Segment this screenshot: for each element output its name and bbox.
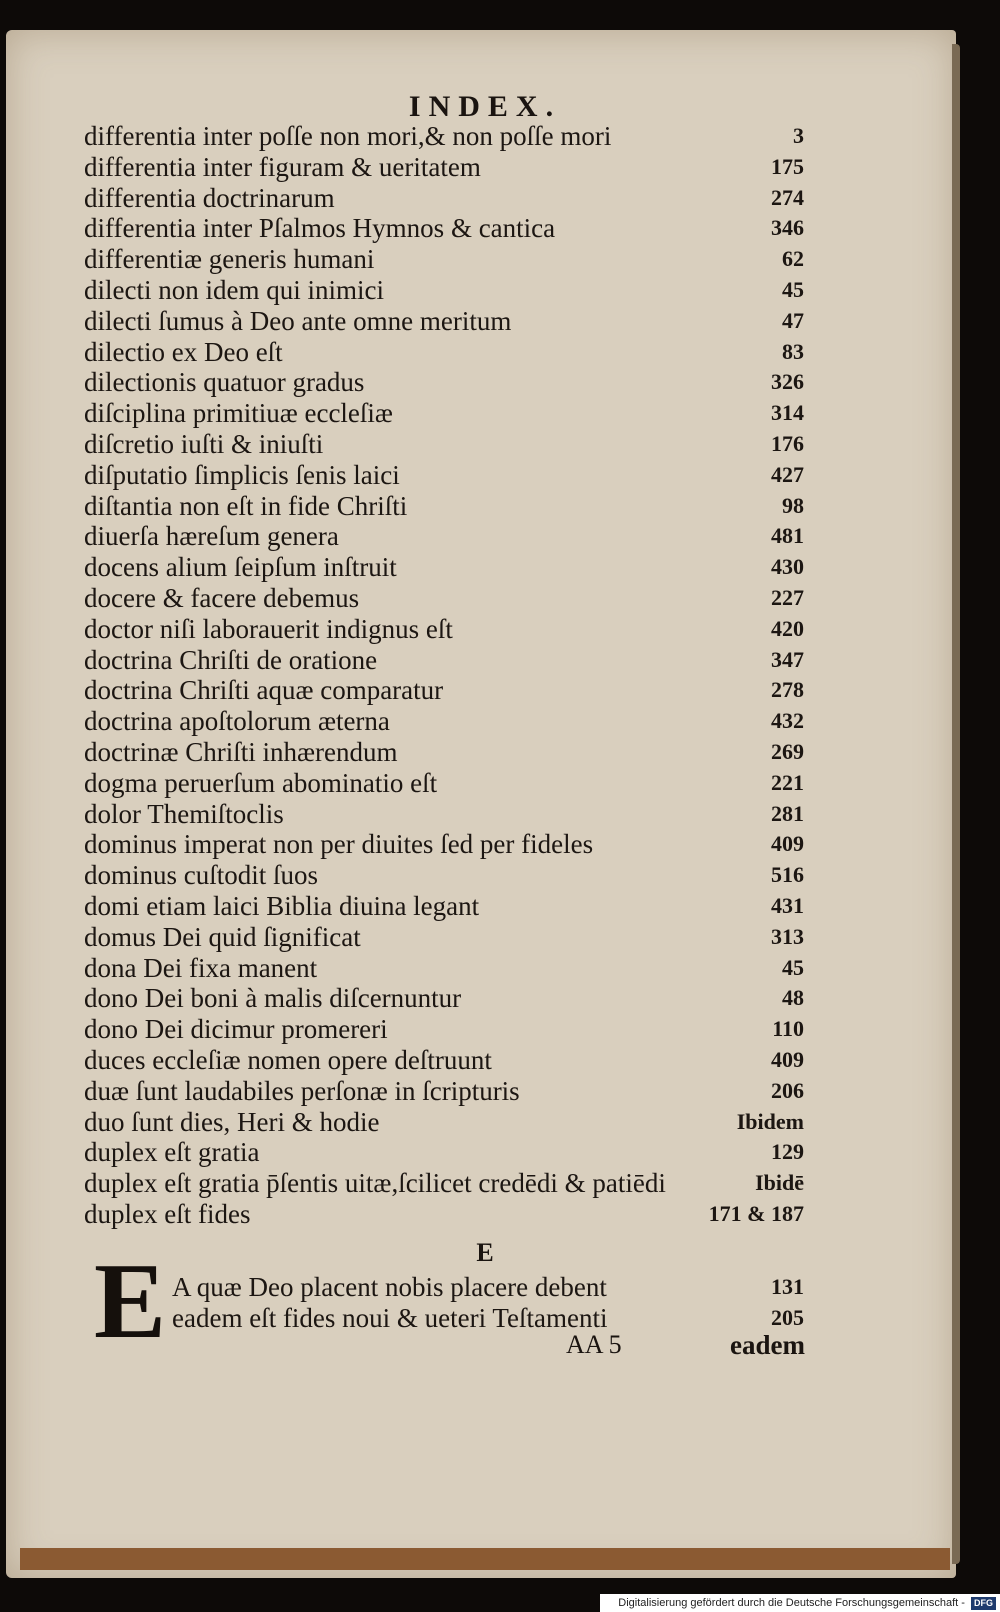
entry-text: differentia inter Pſalmos Hymnos & cantica — [84, 213, 556, 244]
entry-text: duplex eſt gratia — [84, 1137, 260, 1168]
entry-page-number: 281 — [771, 800, 804, 826]
e-entry-list — [172, 1272, 804, 1334]
index-entry — [84, 152, 804, 183]
index-entry-list — [84, 121, 804, 1230]
entry-text: doctrina apoſtolorum æterna — [84, 706, 390, 737]
entry-page-number: 313 — [771, 923, 804, 949]
entry-page-number: 221 — [771, 769, 804, 795]
entry-text: duplex eſt fides — [84, 1198, 251, 1229]
entry-text: dilectio ex Deo eſt — [84, 336, 283, 367]
entry-page-number: 62 — [782, 246, 804, 272]
index-entry — [84, 645, 804, 676]
entry-page-number: 409 — [771, 1046, 804, 1072]
entry-page-number: 431 — [771, 892, 804, 918]
index-entry — [84, 829, 804, 860]
dfg-logo: DFG — [971, 1597, 996, 1610]
entry-text: dolor Themiſtoclis — [84, 798, 284, 829]
catchword: eadem — [730, 1330, 805, 1360]
index-entry — [84, 675, 804, 706]
entry-page-number: 278 — [771, 677, 804, 703]
entry-text: dominus imperat non per diuites ſed per fideles — [84, 829, 594, 860]
entry-text: dilecti ſumus à Deo ante omne meritum — [84, 305, 512, 336]
index-entry — [172, 1303, 804, 1334]
signature-mark: AA 5 — [566, 1330, 622, 1359]
index-entry — [84, 1168, 804, 1199]
entry-text: diuerſa hæreſum genera — [84, 521, 339, 552]
index-entry — [84, 521, 804, 552]
entry-text: duo ſunt dies, Heri & hodie — [84, 1106, 380, 1137]
entry-text: dogma peruerſum abominatio eſt — [84, 767, 438, 798]
digitization-credit — [600, 1594, 1000, 1612]
entry-text: differentia doctrinarum — [84, 182, 335, 213]
entry-text: diſputatio ſimplicis ſenis laici — [84, 459, 400, 490]
index-entry — [84, 583, 804, 614]
page-edge — [952, 44, 960, 1564]
page-header: INDEX. — [408, 90, 562, 123]
entry-text: doctrinæ Chriſti inhærendum — [84, 736, 398, 767]
index-entry — [84, 1137, 804, 1168]
dropcap-initial: E — [94, 1242, 167, 1361]
entry-page-number: 481 — [771, 523, 804, 549]
index-entry — [84, 275, 804, 306]
credit-text: Digitalisierung gefördert durch die Deutsche Forschungsgemeinschaft - — [618, 1597, 965, 1609]
entry-text: diſcretio iuſti & iniuſti — [84, 428, 324, 459]
entry-text: domi etiam laici Biblia diuina legant — [84, 890, 480, 921]
entry-page-number: 45 — [782, 954, 804, 980]
index-entry — [84, 460, 804, 491]
index-entry — [172, 1272, 804, 1303]
entry-page-number: 48 — [782, 985, 804, 1011]
entry-page-number: 205 — [771, 1304, 804, 1330]
entry-text: eadem eſt fides noui & ueteri Teſtamenti — [172, 1302, 608, 1333]
index-entry — [84, 614, 804, 645]
entry-text: diſciplina primitiuæ eccleſiæ — [84, 398, 393, 429]
index-entry — [84, 860, 804, 891]
index-entry — [84, 398, 804, 429]
entry-page-number: 227 — [771, 584, 804, 610]
entry-text: A quæ Deo placent nobis placere debent — [172, 1272, 607, 1302]
index-entry — [84, 121, 804, 152]
entry-page-number: 326 — [771, 369, 804, 395]
entry-page-number: 347 — [771, 646, 804, 672]
entry-page-number: 176 — [771, 430, 804, 456]
entry-text: dilectionis quatuor gradus — [84, 367, 365, 398]
entry-page-number: Ibidem — [736, 1108, 804, 1134]
entry-text: doctrina Chriſti aquæ comparatur — [84, 675, 444, 706]
entry-page-number: 83 — [782, 338, 804, 364]
index-entry — [84, 737, 804, 768]
entry-page-number: 432 — [771, 708, 804, 734]
entry-text: diſtantia non eſt in fide Chriſti — [84, 490, 408, 521]
entry-page-number: 98 — [782, 492, 804, 518]
index-entry — [84, 768, 804, 799]
entry-page-number: 206 — [771, 1077, 804, 1103]
index-entry — [84, 306, 804, 337]
index-entry — [84, 552, 804, 583]
entry-text: differentiæ generis humani — [84, 244, 375, 275]
entry-text: dono Dei dicimur promereri — [84, 1014, 388, 1045]
entry-page-number: 420 — [771, 615, 804, 641]
entry-page-number: 314 — [771, 400, 804, 426]
entry-text: docens alium ſeipſum inſtruit — [84, 552, 397, 583]
entry-page-number: 409 — [771, 831, 804, 857]
entry-text: dilecti non idem qui inimici — [84, 274, 384, 305]
entry-page-number: 131 — [771, 1274, 804, 1299]
entry-text: domus Dei quid ſignificat — [84, 921, 361, 952]
entry-text: duplex eſt gratia p̄ſentis uitæ,ſcilicet credēdi & patiēdi — [84, 1168, 666, 1199]
entry-page-number: 346 — [771, 215, 804, 241]
entry-page-number: 110 — [772, 1016, 804, 1042]
entry-page-number: 3 — [793, 123, 804, 148]
index-entry — [84, 1014, 804, 1045]
entry-page-number: 269 — [771, 738, 804, 764]
entry-page-number: 47 — [782, 307, 804, 333]
index-entry — [84, 891, 804, 922]
entry-text: dona Dei fixa manent — [84, 952, 318, 983]
entry-text: duces eccleſiæ nomen opere deſtruunt — [84, 1044, 492, 1075]
entry-page-number: 129 — [771, 1139, 804, 1165]
entry-page-number: 516 — [771, 862, 804, 888]
entry-text: docere & facere debemus — [84, 582, 360, 613]
entry-page-number: 274 — [771, 184, 804, 210]
index-entry — [84, 213, 804, 244]
index-entry — [84, 983, 804, 1014]
entry-text: differentia inter poſſe non mori,& non poſſe mori — [84, 121, 612, 151]
entry-text: differentia inter figuram & ueritatem — [84, 151, 481, 182]
entry-text: doctor niſi laborauerit indignus eſt — [84, 613, 453, 644]
index-entry — [84, 922, 804, 953]
entry-text: doctrina Chriſti de oratione — [84, 644, 378, 675]
letter-heading: E — [476, 1238, 494, 1267]
entry-page-number: Ibidē — [755, 1170, 804, 1196]
index-entry — [84, 1076, 804, 1107]
index-entry — [84, 429, 804, 460]
entry-page-number: 430 — [771, 554, 804, 580]
index-entry — [84, 183, 804, 214]
entry-page-number: 175 — [771, 153, 804, 179]
entry-page-number: 45 — [782, 276, 804, 302]
index-entry — [84, 706, 804, 737]
index-entry — [84, 953, 804, 984]
index-entry — [84, 1199, 804, 1230]
index-entry — [84, 491, 804, 522]
index-entry — [84, 1107, 804, 1138]
index-entry — [84, 367, 804, 398]
entry-text: dominus cuſtodit ſuos — [84, 860, 319, 891]
index-entry — [84, 244, 804, 275]
entry-page-number: 427 — [771, 461, 804, 487]
index-entry — [84, 799, 804, 830]
index-entry — [84, 337, 804, 368]
page-bottom-edge — [20, 1548, 950, 1570]
index-entry — [84, 1045, 804, 1076]
entry-page-number: 171 & 187 — [708, 1200, 804, 1226]
entry-text: duæ ſunt laudabiles perſonæ in ſcripturis — [84, 1075, 520, 1106]
entry-text: dono Dei boni à malis diſcernuntur — [84, 983, 462, 1014]
